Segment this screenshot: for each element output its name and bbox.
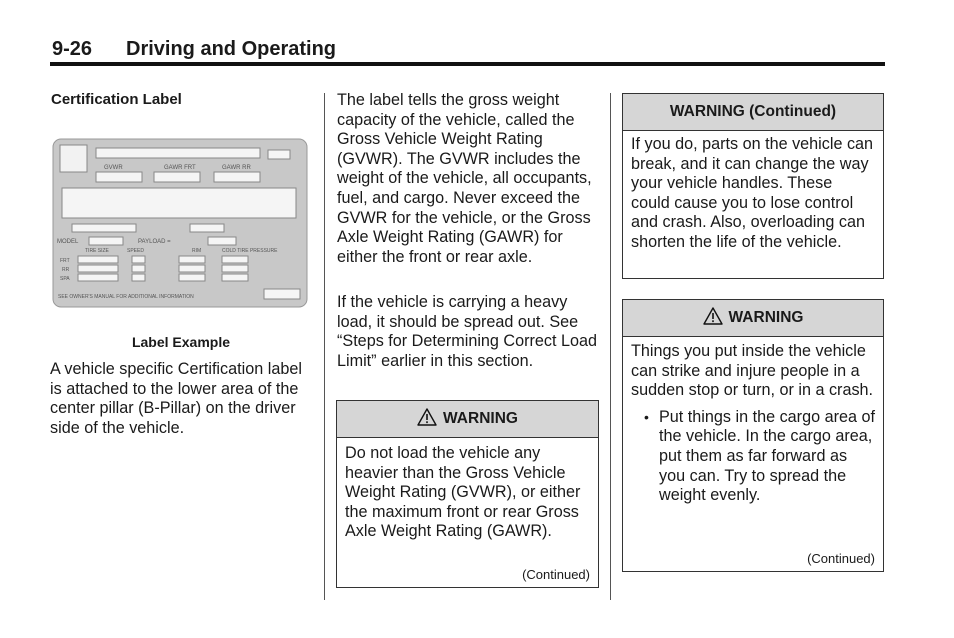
warning-continued-header: WARNING (Continued): [623, 94, 883, 131]
label-model-field: [89, 237, 123, 245]
header-rule: [50, 62, 885, 66]
label-rim-text: RIM: [192, 248, 202, 254]
rim-spa-field: [179, 274, 205, 281]
bullet-list: [623, 401, 883, 506]
tire-size-frt-field: [78, 256, 118, 263]
label-footer-field: [264, 289, 300, 299]
continued-note: (Continued): [522, 567, 590, 582]
rim-rr-field: [179, 265, 205, 272]
label-spa-text: SPA: [60, 276, 70, 282]
warning-triangle-icon: [703, 307, 723, 325]
warning-continued-body: If you do, parts on the vehicle can break, and it can change the way your vehicle handles. These could cause you to lose control and crash. Also, overloading can shorten the life of the vehicle.: [631, 135, 874, 251]
label-gawr-frt-text: GAWR FRT: [164, 165, 196, 171]
tire-size-spa-field: [78, 274, 118, 281]
label-tire-size-text: TIRE SIZE: [85, 248, 109, 254]
label-logo-box: [60, 145, 87, 172]
label-cold-tire-pressure-text: COLD TIRE PRESSURE: [222, 248, 278, 254]
label-footer-text: SEE OWNER'S MANUAL FOR ADDITIONAL INFORMATION: [58, 294, 194, 300]
list-item: [631, 408, 875, 506]
pressure-spa-field: [222, 274, 248, 281]
warning-title: WARNING: [728, 309, 804, 326]
speed-frt-field: [132, 256, 145, 263]
section-title: Driving and Operating: [126, 38, 337, 60]
certification-label-paragraph: A vehicle specific Certification label is attached to the lower area of the center pillar (B-Pillar) on the driver side of the vehicle.: [50, 360, 302, 437]
warning-header: [623, 300, 883, 337]
label-certification-text-box: [62, 188, 296, 218]
label-vin-field: [72, 224, 136, 232]
bullet-text: Put things in the cargo area of the vehicle. In the cargo area, put them as far forward as you can. Try to spread the weight evenly.: [659, 407, 875, 505]
gvwr-paragraph: The label tells the gross weight capacity of the vehicle, called the Gross Vehicle Weight Rating (GVWR). The GVWR includes the weight of the vehicle, all occupants, fuel, and cargo. Never exceed the GVWR for the vehicle, or the Gross Axle Weight Rating (GAWR) for either the front or rear axle.: [337, 91, 592, 266]
figure-caption: Label Example: [131, 334, 231, 350]
label-payload-text: PAYLOAD =: [138, 239, 171, 245]
warning-box-cargo: [622, 299, 884, 572]
column-divider-left: [324, 93, 325, 600]
pressure-frt-field: [222, 256, 248, 263]
page-number: 9-26: [52, 38, 93, 60]
label-date-field: [268, 150, 290, 159]
pressure-rr-field: [222, 265, 248, 272]
warning-body: Do not load the vehicle any heavier than the Gross Vehicle Weight Rating (GVWR), or either the maximum front or rear Gross Axle Weight Rating (GAWR).: [345, 444, 581, 541]
tire-size-rr-field: [78, 265, 118, 272]
label-payload-field: [208, 237, 236, 245]
warning-triangle-icon: [417, 408, 437, 426]
label-gvwr-field: [96, 172, 142, 182]
label-speed-text: SPEED: [127, 248, 144, 254]
warning-box-continued: [622, 93, 884, 279]
warning-header: [337, 401, 598, 438]
label-gvwr-text: GVWR: [104, 165, 123, 171]
speed-spa-field: [132, 274, 145, 281]
label-rr-text: RR: [62, 267, 70, 273]
warning-box-gvwr: [336, 400, 599, 588]
warning-cargo-body: Things you put inside the vehicle can strike and injure people in a sudden stop or turn, or in a crash.: [631, 342, 874, 400]
heavy-load-paragraph: If the vehicle is carrying a heavy load, it should be spread out. See “Steps for Determining Correct Load Limit” earlier in this section.: [337, 293, 598, 370]
label-type-field: [190, 224, 224, 232]
label-gawr-rr-field: [214, 172, 260, 182]
speed-rr-field: [132, 265, 145, 272]
certification-label-heading: Certification Label: [51, 91, 182, 108]
continued-note: (Continued): [807, 551, 875, 566]
label-model-text: MODEL: [57, 239, 79, 245]
warning-title: WARNING: [443, 410, 518, 427]
column-divider-right: [610, 93, 611, 600]
label-gawr-rr-text: GAWR RR: [222, 165, 251, 171]
label-frt-text: FRT: [60, 258, 70, 264]
label-gawr-frt-field: [154, 172, 200, 182]
rim-frt-field: [179, 256, 205, 263]
bullet-icon: •: [644, 408, 649, 425]
label-mfr-field: [96, 148, 260, 158]
certification-label-figure: [52, 138, 310, 310]
